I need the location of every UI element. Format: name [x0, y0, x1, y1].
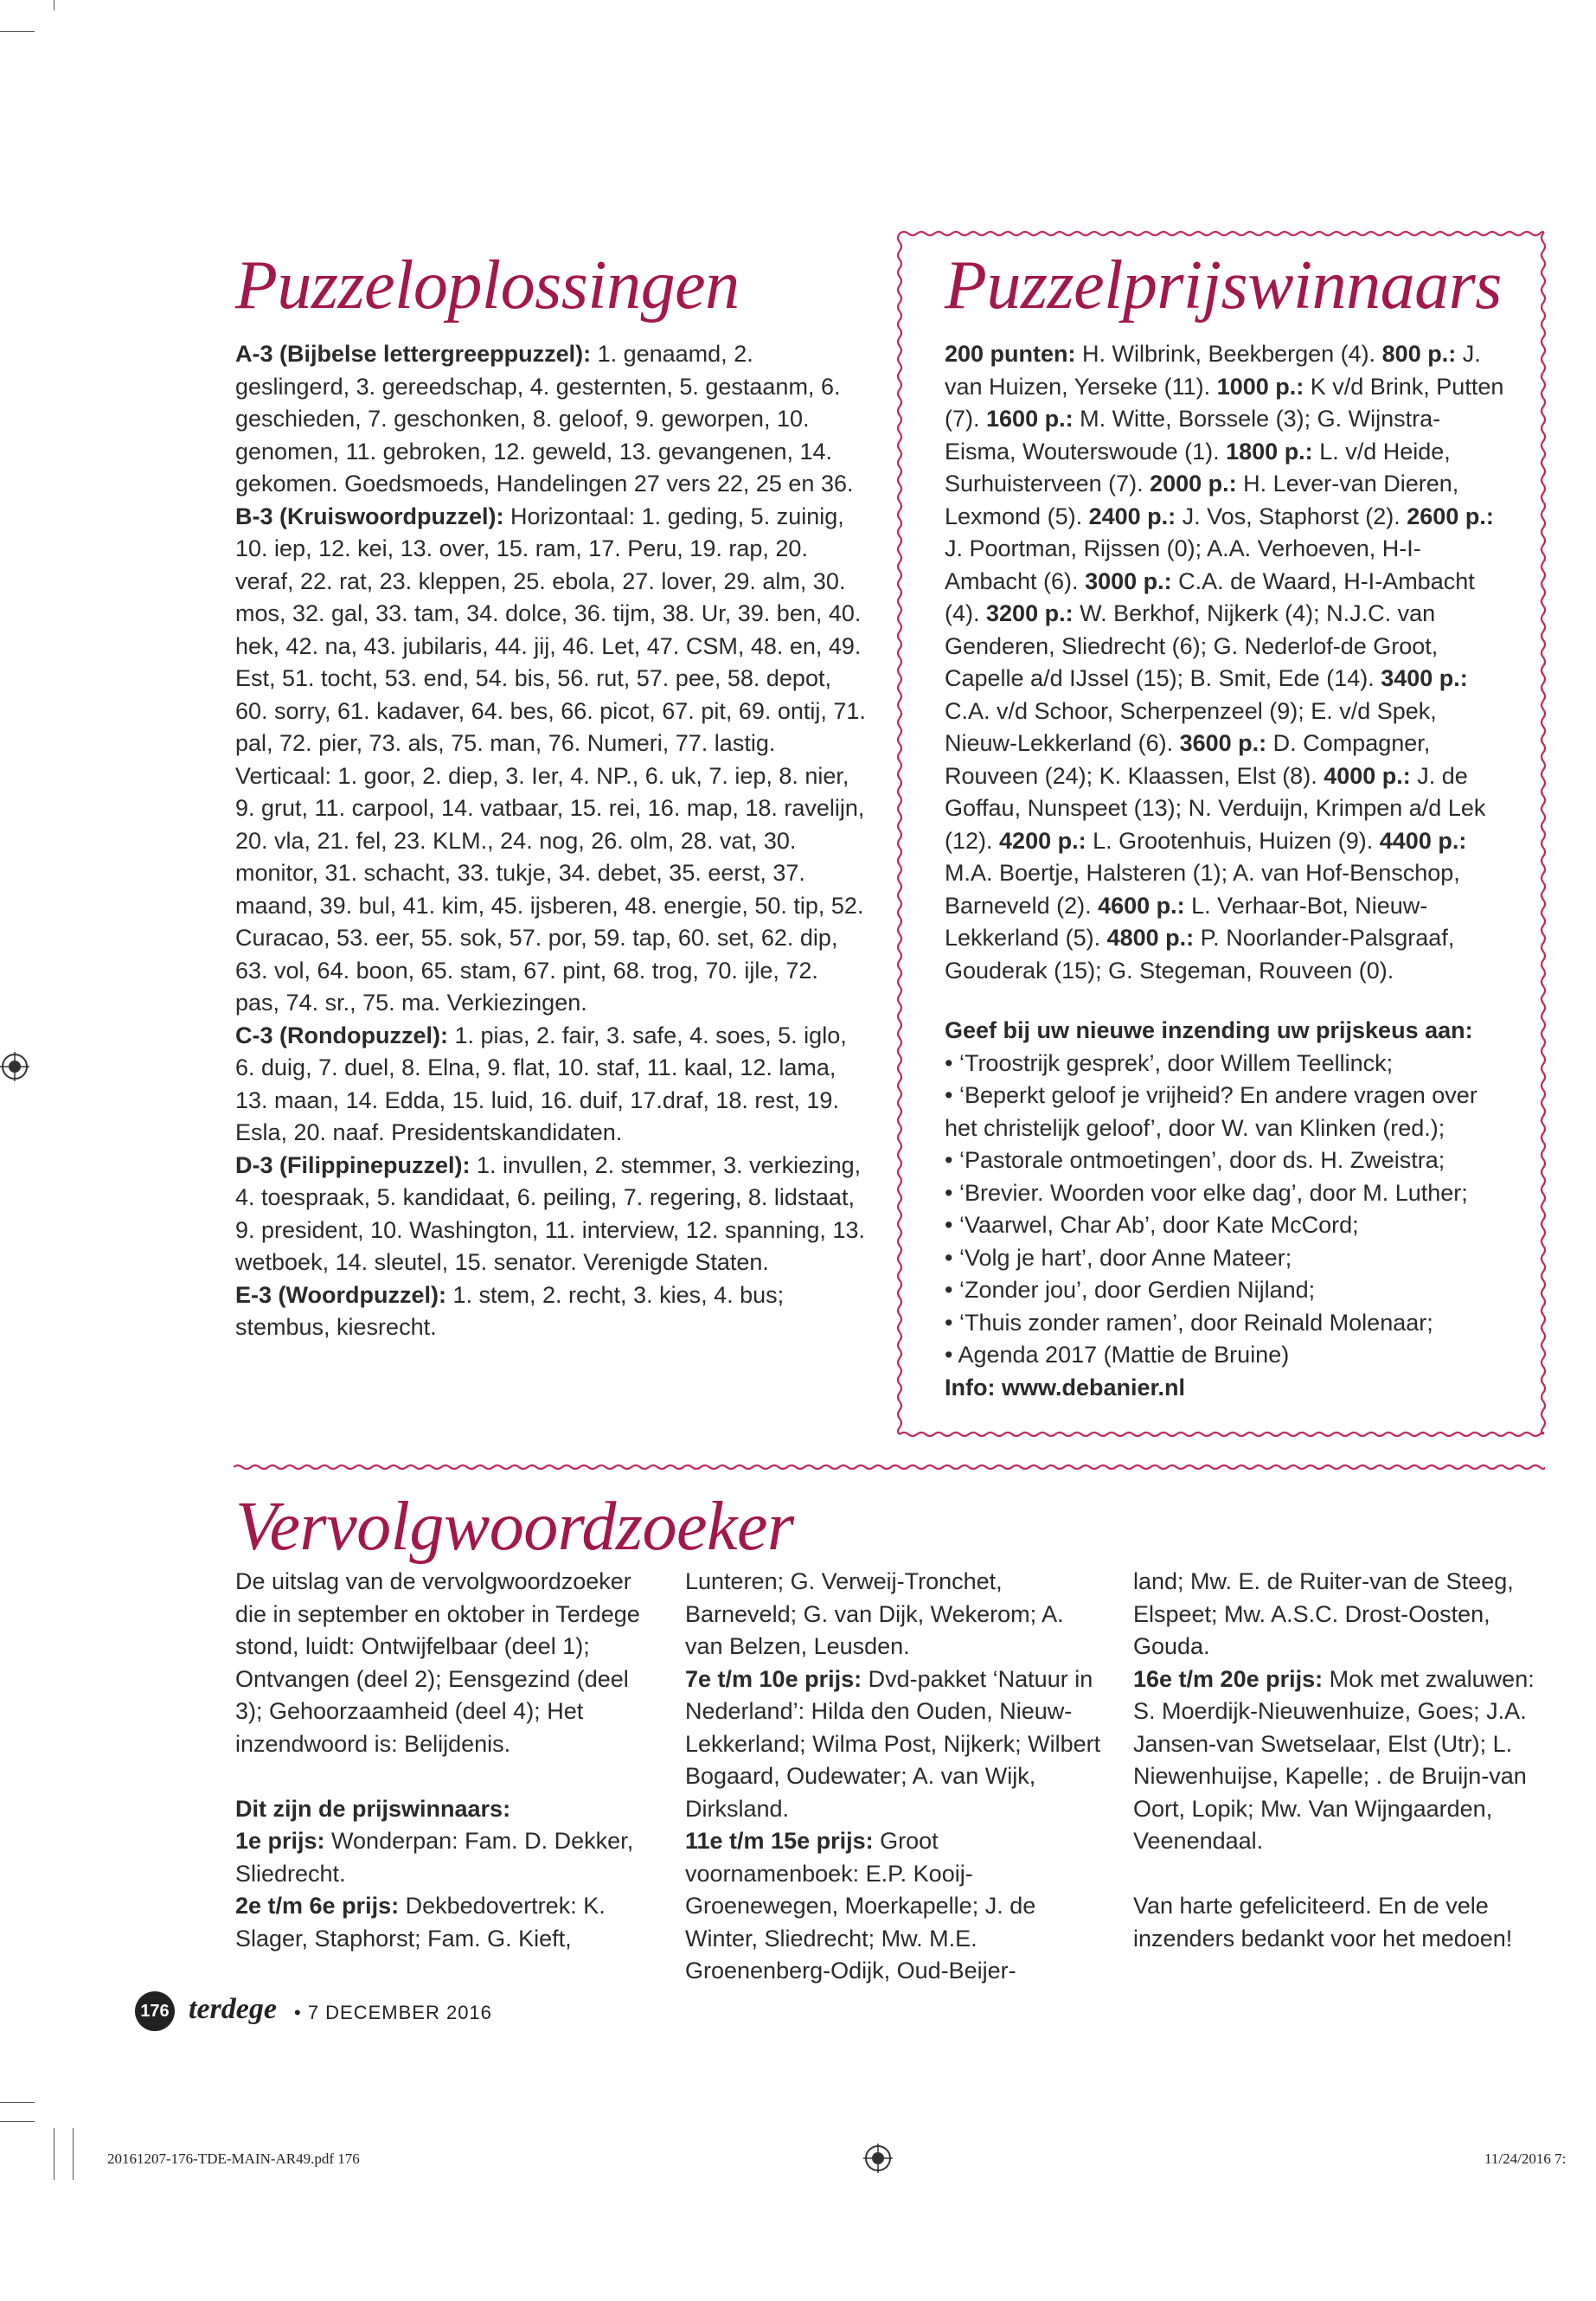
solution-text: 1. invullen, 2. stemmer, 3. verkiezing, 4. toespraak, 5. kandidaat, 6. peiling, 7. regering, 8. lidstaat, 9. president, 10. Washington, 11. interview, 12. spanning, 13. wetboek, 14. sleutel, 15. senator. Verenigde Staten.	[235, 1151, 865, 1275]
vervolg-intro: De uitslag van de vervolgwoordzoeker die in september en oktober in Terdege stond, luidt: Ontwijfelbaar (deel 1); Ontvangen (deel 2); Eensgezind (deel 3); Gehoorzaamheid (deel 4); Het inzendwoord is: Belijdenis.	[235, 1568, 640, 1757]
solution-label: C-3 (Rondopuzzel):	[235, 1022, 448, 1048]
prize5-text: Mok met zwaluwen: S. Moerdijk-Nieuwenhuize, Goes; J.A. Jansen-van Swetselaar, Elst (Utr); L. Niewenhuijse, Kapelle; . de Bruijn-van Oort, Lopik; Mw. Van Wijngaarden, Veenendaal.	[1133, 1665, 1535, 1854]
prize4-continued: land; Mw. E. de Ruiter-van de Steeg, Elspeet; Mw. A.S.C. Drost-Oosten, Gouda.	[1133, 1568, 1514, 1659]
prize-option: • ‘Troostrijk gesprek’, door Willem Teellinck;	[945, 1049, 1394, 1076]
solution-entry	[235, 1150, 869, 1279]
winners-names: C.A. v/d Schoor, Scherpenzeel (9); E. v/d Spek, Nieuw-Lekkerland (6).	[945, 697, 1437, 756]
solution-entry	[235, 1020, 869, 1150]
prize-option: • ‘Brevier. Woorden voor elke dag’, door M. Luther;	[945, 1179, 1468, 1206]
closing-text: Van harte gefeliciteerd. En de vele inzenders bedankt voor het medoen!	[1133, 1893, 1513, 1952]
prize2-text: Dekbedovertrek: K. Slager, Staphorst; Fam. G. Kieft,	[235, 1893, 606, 1952]
points-label: 2400 p.:	[1088, 503, 1176, 529]
winners-names: J. Poortman, Rijssen (0); A.A. Verhoeven, H-I-Ambacht (6).	[945, 535, 1421, 594]
solution-label: D-3 (Filippinepuzzel):	[235, 1151, 471, 1178]
winners-names: J. Vos, Staphorst (2).	[1176, 503, 1407, 529]
points-label: 200 punten:	[945, 341, 1076, 367]
info-link[interactable]: Info: www.debanier.nl	[945, 1374, 1186, 1400]
points-label: 3400 p.:	[1381, 665, 1468, 691]
points-label: 2000 p.:	[1150, 471, 1237, 497]
prijswinnaars-body	[945, 338, 1507, 987]
prize-option: • Agenda 2017 (Mattie de Bruine)	[945, 1342, 1290, 1368]
prijswinnaars-title: Puzzelprijswinnaars	[945, 247, 1502, 324]
oplossingen-body	[235, 338, 869, 1344]
prijskeus-list	[945, 1048, 1516, 1372]
prize2-continued: Lunteren; G. Verweij-Tronchet, Barneveld; G. van Dijk, Wekerom; A. van Belzen, Leusden.	[685, 1568, 1064, 1659]
crop-mark	[0, 31, 35, 32]
prize3-text: Dvd-pakket ‘Natuur in Nederland’: Hilda den Ouden, Nieuw-Lekkerland; Wilma Post, Nijkerk; Wilbert Bogaard, Oudewater; A. van Wijk, Dirksland.	[685, 1665, 1101, 1822]
page-number: 176	[135, 1991, 175, 2031]
points-label: 3600 p.:	[1179, 730, 1267, 756]
points-label: 3000 p.:	[1085, 567, 1172, 594]
prize4-text: Groot voornamenboek: E.P. Kooij-Groenewegen, Moerkapelle; J. de Winter, Sliedrecht; Mw. M.E. Groenenberg-Odijk, Oud-Beijer-	[685, 1828, 1036, 1984]
winners-names: L. v/d Heide, Surhuisterveen (7).	[945, 438, 1451, 497]
solution-label: A-3 (Bijbelse lettergreeppuzzel):	[235, 341, 592, 367]
winners-names: W. Berkhof, Nijkerk (4); N.J.C. van Genderen, Sliedrecht (6); G. Nederlof-de Groot, Capelle a/d IJssel (15); B. Smit, Ede (14).	[945, 600, 1439, 691]
prize-option: • ‘Pastorale ontmoetingen’, door ds. H. Zweistra;	[945, 1147, 1445, 1173]
vervolg-title: Vervolgwoordzoeker	[235, 1489, 794, 1565]
points-label: 4000 p.:	[1324, 762, 1411, 789]
crop-mark	[0, 2121, 35, 2122]
prize4-label: 11e t/m 15e prijs:	[685, 1828, 874, 1854]
winners-names: M.A. Boertje, Halsteren (1); A. van Hof-Benschop, Barneveld (2).	[945, 860, 1460, 919]
print-slug-date: 11/24/2016 7:	[1484, 2150, 1567, 2167]
crop-mark	[73, 2128, 74, 2180]
prize-option: • ‘Zonder jou’, door Gerdien Nijland;	[945, 1277, 1316, 1303]
solution-text: Horizontaal: 1. geding, 5. zuinig, 10. iep, 12. kei, 13. over, 15. ram, 17. Peru, 19. rap, 20. veraf, 22. rat, 23. kleppen, 25. ebola, 27. lover, 29. alm, 30. mos, 32. gal, 33. tam, 34. dolce, 36. tijm, 38. Ur, 39. ben, 40. hek, 42. na, 43. jubilaris, 44. jij, 46. Let, 47. CSM, 48. en, 49. Est, 51. tocht, 53. end, 54. bis, 56. rut, 57. pee, 58. depot, 60. sorry, 61. kadaver, 64. bes, 66. picot, 67. pit, 69. ontij, 71. pal, 72. pier, 73. als, 75. man, 76. Numeri, 77. lastig. Verticaal: 1. goor, 2. diep, 3. Ier, 4. NP., 6. uk, 7. iep, 8. nier, 9. grut, 11. carpool, 14. vatbaar, 15. rei, 16. map, 18. ravelijn, 20. vla, 21. fel, 23. KLM., 24. nog, 26. olm, 28. vat, 30. monitor, 31. schacht, 33. tukje, 34. debet, 35. eerst, 37. maand, 39. bul, 41. kim, 45. ijsberen, 48. energie, 50. tip, 52. Curacao, 53. eer, 55. sok, 57. por, 59. tap, 60. set, 62. dip, 63. vol, 64. boon, 65. stam, 67. pint, 68. trog, 70. ijle, 72. pas, 74. sr., 75. ma. Verkiezingen.	[235, 503, 866, 1016]
winners-names: K v/d Brink, Putten (7).	[945, 373, 1504, 432]
prize1-text: Wonderpan: Fam. D. Dekker, Sliedrecht.	[235, 1828, 634, 1887]
winners-heading: Dit zijn de prijswinnaars:	[235, 1795, 511, 1822]
points-label: 2600 p.:	[1407, 503, 1494, 529]
points-label: 3200 p.:	[986, 600, 1074, 626]
solution-label: B-3 (Kruiswoordpuzzel):	[235, 503, 504, 529]
prize-option: • ‘Beperkt geloof je vrijheid? En andere vragen over het christelijk geloof’, door W. van Klinken (red.);	[945, 1082, 1477, 1141]
winners-names: J. van Huizen, Yerseke (11).	[945, 341, 1481, 400]
section-divider-wavy	[234, 1462, 1545, 1472]
prize2-label: 2e t/m 6e prijs:	[235, 1893, 400, 1919]
oplossingen-title: Puzzeloplossingen	[235, 247, 740, 324]
vervolg-column-3	[1133, 1566, 1540, 1955]
points-label: 1000 p.:	[1216, 373, 1304, 400]
winners-names: D. Compagner, Rouveen (24); K. Klaassen, Elst (8).	[945, 730, 1431, 789]
prijskeus-prompt: Geef bij uw nieuwe inzending uw prijskeus aan:	[945, 1017, 1473, 1043]
solution-label: E-3 (Woordpuzzel):	[235, 1281, 446, 1308]
vervolg-column-1	[235, 1566, 659, 1955]
winners-names: H. Wilbrink, Beekbergen (4).	[1075, 341, 1382, 367]
registration-mark-icon	[0, 1052, 29, 1081]
prize-option: • ‘Thuis zonder ramen’, door Reinald Molenaar;	[945, 1309, 1433, 1336]
issue-date: • 7 DECEMBER 2016	[294, 2002, 492, 2023]
brand-logo: terdege	[189, 1993, 277, 2025]
crop-mark	[0, 2102, 35, 2103]
points-label: 800 p.:	[1381, 341, 1457, 367]
points-label: 4600 p.:	[1098, 892, 1185, 919]
prize-option: • ‘Vaarwel, Char Ab’, door Kate McCord;	[945, 1212, 1359, 1238]
winners-names: C.A. de Waard, H-I-Ambacht (4).	[945, 567, 1475, 626]
prize3-label: 7e t/m 10e prijs:	[685, 1665, 862, 1692]
solution-entry	[235, 501, 869, 1020]
print-slug-file: 20161207-176-TDE-MAIN-AR49.pdf 176	[107, 2150, 360, 2167]
registration-mark-icon	[863, 2144, 893, 2173]
prijskeus-section	[945, 1015, 1516, 1404]
winners-names: L. Grootenhuis, Huizen (9).	[1086, 827, 1380, 854]
prize-option: • ‘Volg je hart’, door Anne Mateer;	[945, 1244, 1292, 1271]
winners-names: H. Lever-van Dieren, Lexmond (5).	[945, 471, 1459, 529]
winners-list	[945, 338, 1507, 987]
prize5-label: 16e t/m 20e prijs:	[1133, 1665, 1324, 1692]
vervolg-column-2	[685, 1566, 1107, 1988]
points-label: 4800 p.:	[1106, 925, 1195, 951]
points-label: 4200 p.:	[999, 827, 1086, 854]
winners-names: P. Noorlander-Palsgraaf, Gouderak (15); G. Stegeman, Rouveen (0).	[945, 925, 1455, 984]
solution-text: 1. genaamd, 2. geslingerd, 3. gereedschap, 4. gesternten, 5. gestaanm, 6. geschieden, 7. geschonken, 8. geloof, 9. geworpen, 10. genomen, 11. gebroken, 12. geweld, 13. gevangenen, 14. gekomen. Goedsmoeds, Handelingen 27 vers 22, 25 en 36.	[235, 341, 854, 497]
prize1-label: 1e prijs:	[235, 1828, 325, 1854]
solution-entry	[235, 338, 869, 501]
solution-entry	[235, 1279, 869, 1344]
points-label: 1600 p.:	[986, 406, 1074, 432]
winners-names: J. de Goffau, Nunspeet (13); N. Verduijn, Krimpen a/d Lek (12).	[945, 762, 1486, 854]
points-label: 4400 p.:	[1379, 827, 1467, 854]
solution-text: 1. pias, 2. fair, 3. safe, 4. soes, 5. iglo, 6. duig, 7. duel, 8. Elna, 9. flat, 10. staf, 11. kaal, 12. lama, 13. maan, 14. Edda, 15. luid, 16. duif, 17.draf, 18. rest, 19. Esla, 20. naaf. Presidentskandidaten.	[235, 1022, 847, 1145]
winners-names: L. Verhaar-Bot, Nieuw-Lekkerland (5).	[945, 892, 1428, 951]
solution-text: 1. stem, 2. recht, 3. kies, 4. bus; stembus, kiesrecht.	[235, 1281, 785, 1340]
points-label: 1800 p.:	[1226, 438, 1313, 465]
winners-names: M. Witte, Borssele (3); G. Wijnstra-Eisma, Wouterswoude (1).	[945, 406, 1441, 465]
